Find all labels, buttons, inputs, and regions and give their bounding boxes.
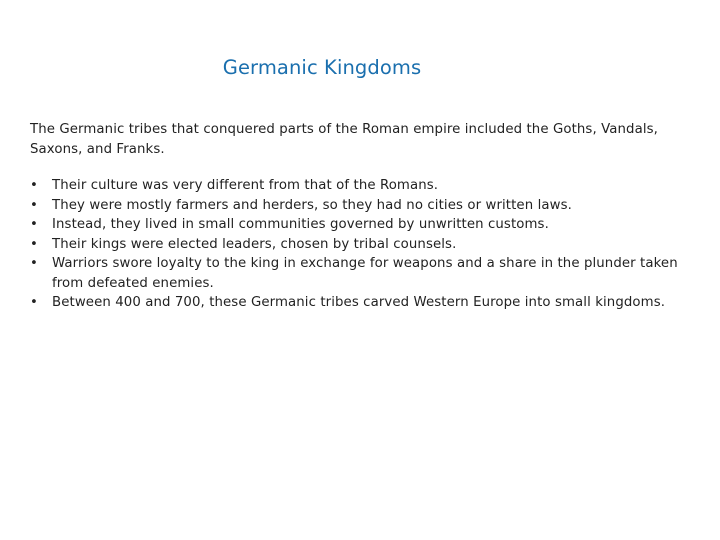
bullet-list <box>30 176 690 313</box>
list-item <box>30 293 690 313</box>
bullet-icon: • <box>30 256 38 271</box>
list-item <box>30 254 690 293</box>
bullet-icon: • <box>30 197 38 213</box>
list-item-text: Warriors swore loyalty to the king in exchange for weapons and a share in the plunder taken from defeated enemies. <box>52 256 678 291</box>
list-item <box>30 215 690 235</box>
list-item-text: Their kings were elected leaders, chosen by tribal counsels. <box>52 236 457 252</box>
list-item-text: They were mostly farmers and herders, so they had no cities or written laws. <box>52 197 572 213</box>
list-item-text: Their culture was very different from that of the Romans. <box>52 178 439 193</box>
bullet-icon: • <box>30 236 38 252</box>
slide-title: Germanic Kingdoms <box>222 56 422 79</box>
list-item <box>30 196 690 216</box>
list-item <box>30 235 690 255</box>
bullet-icon: • <box>30 295 38 310</box>
bullet-icon: • <box>30 178 38 193</box>
list-item-text: Instead, they lived in small communities governed by unwritten customs. <box>52 217 549 232</box>
list-item-text: Between 400 and 700, these Germanic tribes carved Western Europe into small kingdoms. <box>52 295 666 310</box>
bullet-icon: • <box>30 217 38 232</box>
intro-paragraph: The Germanic tribes that conquered parts of the Roman empire included the Goths, Vandals, Saxons, and Franks. <box>30 122 658 157</box>
list-item <box>30 176 690 196</box>
